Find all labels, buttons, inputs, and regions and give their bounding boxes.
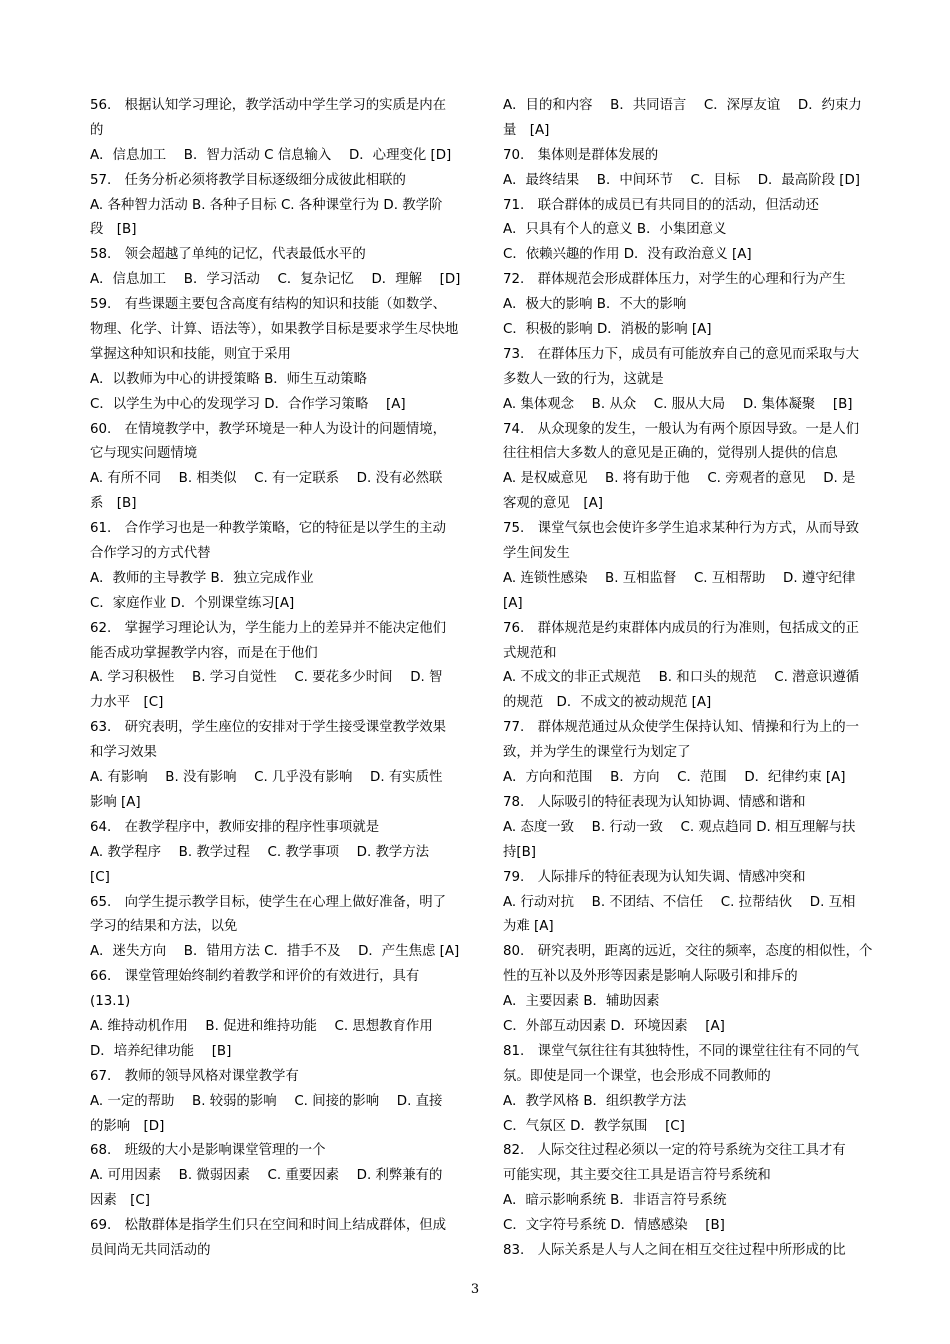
text-line: A. 是权威意见 B. 将有助于他 C. 旁观者的意见 D. 是 [503, 471, 856, 487]
text-line: 因素 [C] [90, 1193, 150, 1209]
text-line: 客观的意见 [A] [503, 496, 603, 512]
text-line: A. 态度一致 B. 行动一致 C. 观点趋同 D. 相互理解与扶 [503, 819, 856, 835]
text-line: 59. 有些课题主要包含高度有结构的知识和技能（如数学、 [90, 297, 447, 313]
text-line: C．积极的影响 D．消极的影响 [A] [503, 322, 712, 338]
text-line: A. 教学程序 B. 教学过程 C. 教学事项 D. 教学方法 [90, 844, 430, 860]
text-line: 71. 联合群体的成员已有共同目的的活动，但活动还 [503, 197, 819, 213]
text-line: 致，并为学生的课堂行为划定了 [503, 745, 691, 761]
text-line: 75. 课堂气氛也会使许多学生追求某种行为方式，从而导致 [503, 521, 860, 537]
text-line: 82. 人际交往过程必须以一定的符号系统为交往工具才有 [503, 1143, 846, 1159]
text-line: A. 连锁性感染 B. 互相监督 C. 互相帮助 D. 遵守纪律 [503, 570, 856, 586]
text-line: 合作学习的方式代替 [90, 546, 211, 562]
text-line: 61. 合作学习也是一种教学策略，它的特征是以学生的主动 [90, 521, 447, 537]
text-line: 68. 班级的大小是影响课堂管理的一个 [90, 1143, 326, 1159]
text-line: 氛。即使是同一个课堂，也会形成不同教师的 [503, 1068, 771, 1084]
text-line: 63. 研究表明，学生座位的安排对于学生接受课堂教学效果 [90, 720, 447, 736]
text-line: 62. 掌握学习理论认为，学生能力上的差异并不能决定他们 [90, 620, 447, 636]
text-line: 67. 教师的领导风格对课堂教学有 [90, 1068, 299, 1084]
text-line: A．目的和内容 B．共同语言 C．深厚友谊 D．约束力 [503, 98, 862, 113]
text-line: A．教学风格 B．组织教学方法 [503, 1093, 687, 1109]
text-line: A．只具有个人的意义 B．小集团意义 [503, 222, 727, 238]
text-line: 79. 人际排斥的特征表现为认知失调、情感冲突和 [503, 869, 806, 885]
text-line: 多数人一致的行为，这就是 [503, 371, 664, 387]
text-line: 物理、化学、计算、语法等），如果教学目标是要求学生尽快地 [90, 322, 459, 338]
text-line: C．外部互动因素 D．环境因素 [A] [503, 1018, 725, 1034]
text-line: 系 [B] [90, 496, 137, 512]
text-line: A．信息加工 B．智力活动 C 信息输入 D．心理变化 [D] [90, 147, 452, 163]
text-line: 的 [90, 122, 104, 138]
text-line: 60. 在情境教学中，教学环境是一种人为设计的问题情境， [90, 421, 447, 437]
text-line: 74. 从众现象的发生，一般认为有两个原因导致。一是人们 [503, 421, 860, 437]
page-number: 3 [470, 1282, 480, 1297]
text-line: 它与现实问题情境 [90, 446, 198, 462]
text-line: 70. 集体则是群体发展的 [503, 147, 659, 163]
text-line: 学习的结果和方法，以免 [90, 919, 238, 935]
text-line: A．主要因素 B．辅助因素 [503, 994, 660, 1010]
text-line: 可能实现，其主要交往工具是语言符号系统和 [503, 1168, 771, 1184]
text-line: A．信息加工 B．学习活动 C．复杂记忆 D．理解 [D] [90, 272, 461, 288]
text-line: A. 有所不同 B. 相类似 C. 有一定联系 D. 没有必然联 [90, 471, 443, 487]
text-line: A．方向和范围 B．方向 C．范围 D．纪律约束 [A] [503, 770, 846, 786]
text-line: 持[B] [503, 844, 537, 860]
text-line: 掌握这种知识和技能，则宜于采用 [90, 346, 291, 362]
text-line: 式规范和 [503, 645, 557, 661]
text-line: 能否成功掌握教学内容，而是在于他们 [90, 645, 318, 661]
text-line: A. 维持动机作用 B. 促进和维持功能 C. 思想教育作用 [90, 1018, 433, 1034]
text-line: 影响 [A] [90, 794, 141, 810]
text-line: 员间尚无共同活动的 [90, 1242, 211, 1258]
text-line: 65. 向学生提示教学目标，使学生在心理上做好准备，明了 [90, 894, 447, 910]
text-line: 段 [B] [90, 222, 137, 238]
text-line: C．依赖兴趣的作用 D．没有政治意义 [A] [503, 247, 752, 263]
text-line: 78. 人际吸引的特征表现为认知协调、情感和谐和 [503, 794, 806, 810]
text-line: 为难 [A] [503, 919, 554, 935]
text-line: 64. 在教学程序中，教师安排的程序性事项就是 [90, 819, 380, 835]
text-line: A. 可用因素 B. 微弱因素 C. 重要因素 D. 利弊兼有的 [90, 1168, 443, 1184]
text-line: A. 行动对抗 B. 不团结、不信任 C. 拉帮结伙 D. 互相 [503, 894, 856, 910]
text-line: 56. 根据认知学习理论，教学活动中学生学习的实质是内在 [90, 98, 447, 113]
text-line: C．家庭作业 D．个别课堂练习[A] [90, 595, 295, 611]
text-line: A．教师的主导教学 B．独立完成作业 [90, 570, 314, 586]
right-column [503, 94, 883, 1264]
text-line: A. 各种智力活动 B. 各种子目标 C. 各种课堂行为 D. 教学阶 [90, 197, 443, 213]
text-line: 性的互补以及外形等因素是影响人际吸引和排斥的 [503, 969, 798, 985]
text-line: A．暗示影响系统 B．非语言符号系统 [503, 1193, 727, 1209]
text-line: 80. 研究表明，距离的远近，交往的频率，态度的相似性，个 [503, 944, 873, 960]
text-line: [A] [503, 595, 523, 611]
text-line: A. 一定的帮助 B. 较弱的影响 C. 间接的影响 D. 直接 [90, 1093, 443, 1109]
text-line: 76. 群体规范是约束群体内成员的行为准则，包括成文的正 [503, 620, 860, 636]
text-line: A. 集体观念 B. 从众 C. 服从大局 D. 集体凝聚 [B] [503, 396, 853, 412]
text-line: A．极大的影响 B．不大的影响 [503, 297, 687, 313]
text-line: 81. 课堂气氛往往有其独特性，不同的课堂往往有不同的气 [503, 1043, 860, 1059]
text-line: A．最终结果 B．中间环节 C．目标 D．最高阶段 [D] [503, 172, 860, 188]
text-line: A. 学习积极性 B. 学习自觉性 C. 要花多少时间 D. 智 [90, 670, 443, 686]
text-line: 57. 任务分析必须将教学目标逐级细分成彼此相联的 [90, 172, 406, 188]
text-line: 往往相信大多数人的意见是正确的，觉得别人提供的信息 [503, 446, 838, 462]
text-line: A．迷失方向 B．错用方法 C．措手不及 D．产生焦虑 [A] [90, 944, 460, 960]
text-line: 量 [A] [503, 122, 550, 138]
text-line: 83. 人际关系是人与人之间在相互交往过程中所形成的比 [503, 1242, 846, 1258]
text-line: 和学习效果 [90, 745, 157, 761]
text-line: 的影响 [D] [90, 1118, 165, 1134]
text-line: 58. 领会超越了单纯的记忆，代表最低水平的 [90, 247, 366, 263]
text-line: 学生间发生 [503, 546, 570, 562]
text-line: C．以学生为中心的发现学习 D．合作学习策略 [A] [90, 396, 406, 412]
left-column [90, 94, 470, 1264]
text-line: 69. 松散群体是指学生们只在空间和时间上结成群体，但成 [90, 1218, 447, 1234]
text-line: [C] [90, 869, 110, 885]
text-line: (13.1) [90, 994, 131, 1010]
text-line: 力水平 [C] [90, 695, 164, 711]
text-line: 72. 群体规范会形成群体压力，对学生的心理和行为产生 [503, 272, 846, 288]
text-line: A. 有影响 B. 没有影响 C. 几乎没有影响 D. 有实质性 [90, 770, 443, 786]
text-line: C．文字符号系统 D．情感感染 [B] [503, 1218, 725, 1234]
text-line: A. 不成文的非正式规范 B. 和口头的规范 C. 潜意识遵循 [503, 670, 860, 686]
text-line: 73. 在群体压力下，成员有可能放弃自己的意见而采取与大 [503, 346, 860, 362]
text-line: 的规范 D．不成文的被动规范 [A] [503, 695, 712, 711]
text-line: 77. 群体规范通过从众使学生保持认知、情操和行为上的一 [503, 720, 860, 736]
text-line: A．以教师为中心的讲授策略 B．师生互动策略 [90, 371, 368, 387]
text-line: D．培养纪律功能 [B] [90, 1043, 232, 1059]
text-line: C．气氛区 D．教学氛围 [C] [503, 1118, 685, 1134]
text-line: 66. 课堂管理始终制约着教学和评价的有效进行，具有 [90, 969, 420, 985]
